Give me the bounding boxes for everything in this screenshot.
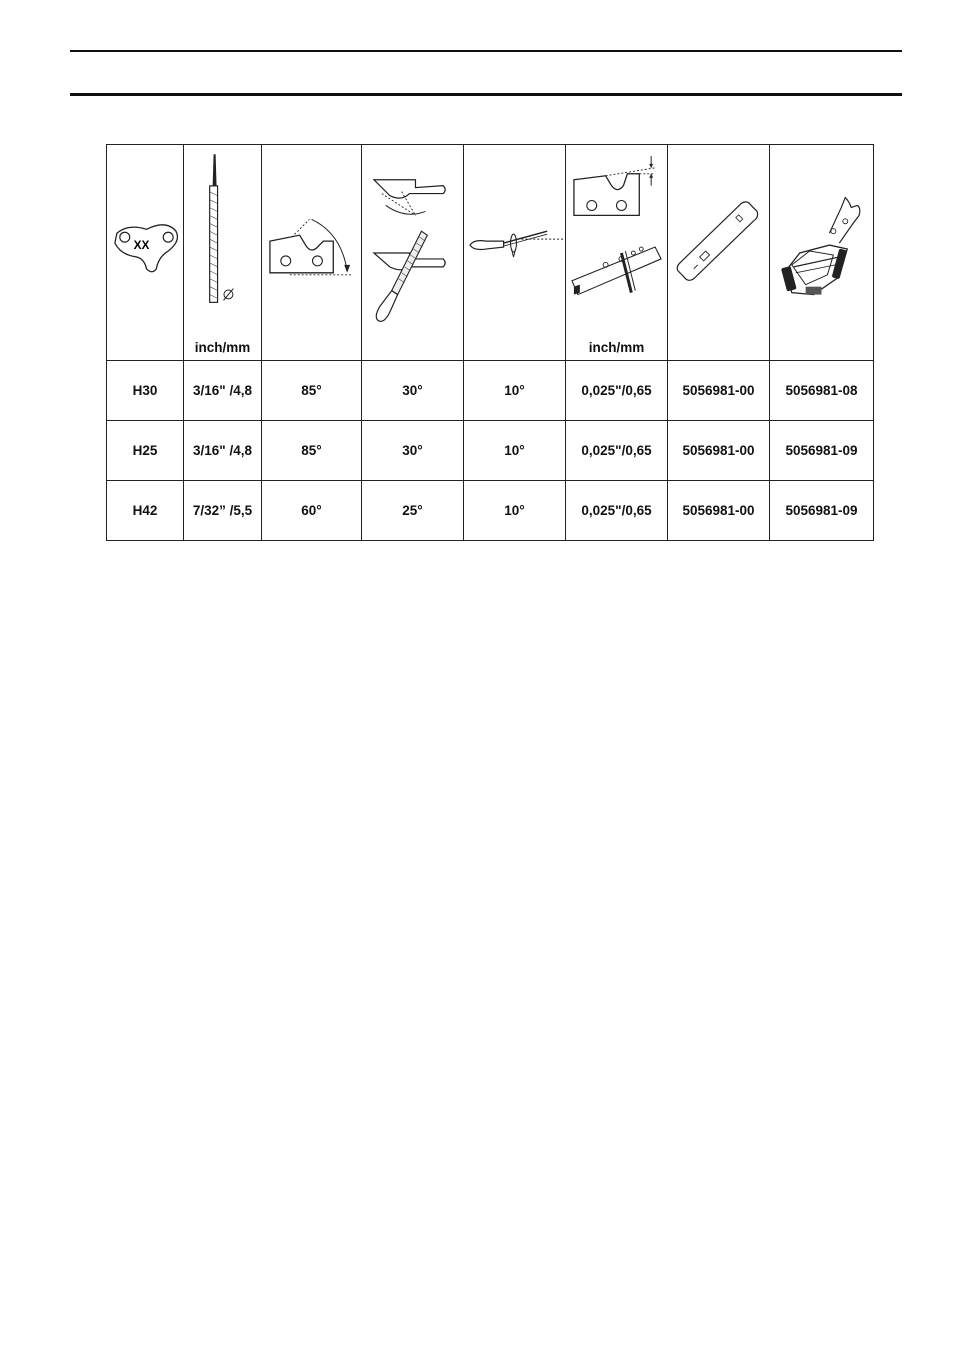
holder-angle-cell: 10° [464, 421, 566, 481]
tooth-label: XX [133, 238, 150, 253]
top-plate-angle-icon [262, 145, 361, 360]
file-guide-cell: 5056981-09 [770, 421, 874, 481]
file-diameter-cell: 7/32” /5,5 [184, 481, 262, 541]
table-header-row [107, 145, 874, 361]
filing-angle-cell: 30° [362, 421, 464, 481]
filing-angle-cell: 30° [362, 361, 464, 421]
header-cell-gauge-tool [668, 145, 770, 361]
file-guide-cell: 5056981-08 [770, 361, 874, 421]
chain-type-cell: H30 [107, 361, 184, 421]
filing-angle-icon [362, 145, 463, 360]
file-diameter-cell: 3/16" /4,8 [184, 361, 262, 421]
file-holder-angle-icon [464, 145, 565, 360]
depth-gauge-setting-icon [566, 145, 667, 360]
header-rule-bottom [70, 93, 902, 96]
holder-angle-cell: 10° [464, 361, 566, 421]
depth-gauge-cell: 0,025"/0,65 [566, 421, 668, 481]
depth-gauge-cell: 0,025"/0,65 [566, 361, 668, 421]
top-plate-angle-cell: 85° [262, 421, 362, 481]
depth-gauge-cell: 0,025"/0,65 [566, 481, 668, 541]
holder-angle-cell: 10° [464, 481, 566, 541]
header-cell-file [184, 145, 262, 361]
depth-gauge-unit-label: inch/mm [588, 340, 645, 355]
gauge-tool-cell: 5056981-00 [668, 421, 770, 481]
file-guide-icon [770, 145, 873, 360]
round-file-icon [184, 145, 261, 360]
header-cell-depth-gauge [566, 145, 668, 361]
file-diameter-cell: 3/16" /4,8 [184, 421, 262, 481]
gauge-tool-cell: 5056981-00 [668, 481, 770, 541]
file-guide-cell: 5056981-09 [770, 481, 874, 541]
chain-type-cell: H25 [107, 421, 184, 481]
header-cell-chain [107, 145, 184, 361]
table-row [107, 481, 874, 541]
sharpening-spec-table [106, 144, 874, 541]
header-rule-top [70, 50, 902, 52]
header-cell-file-guide [770, 145, 874, 361]
header-cell-filing-angle [362, 145, 464, 361]
chain-type-cell: H42 [107, 481, 184, 541]
top-plate-angle-cell: 60° [262, 481, 362, 541]
header-cell-top-plate [262, 145, 362, 361]
top-plate-angle-cell: 85° [262, 361, 362, 421]
file-unit-label: inch/mm [194, 340, 251, 355]
gauge-tool-cell: 5056981-00 [668, 361, 770, 421]
depth-gauge-tool-icon [668, 145, 769, 360]
header-cell-holder-angle [464, 145, 566, 361]
table-row [107, 421, 874, 481]
chain-cutter-tooth-icon [107, 145, 183, 360]
filing-angle-cell: 25° [362, 481, 464, 541]
table-row [107, 361, 874, 421]
